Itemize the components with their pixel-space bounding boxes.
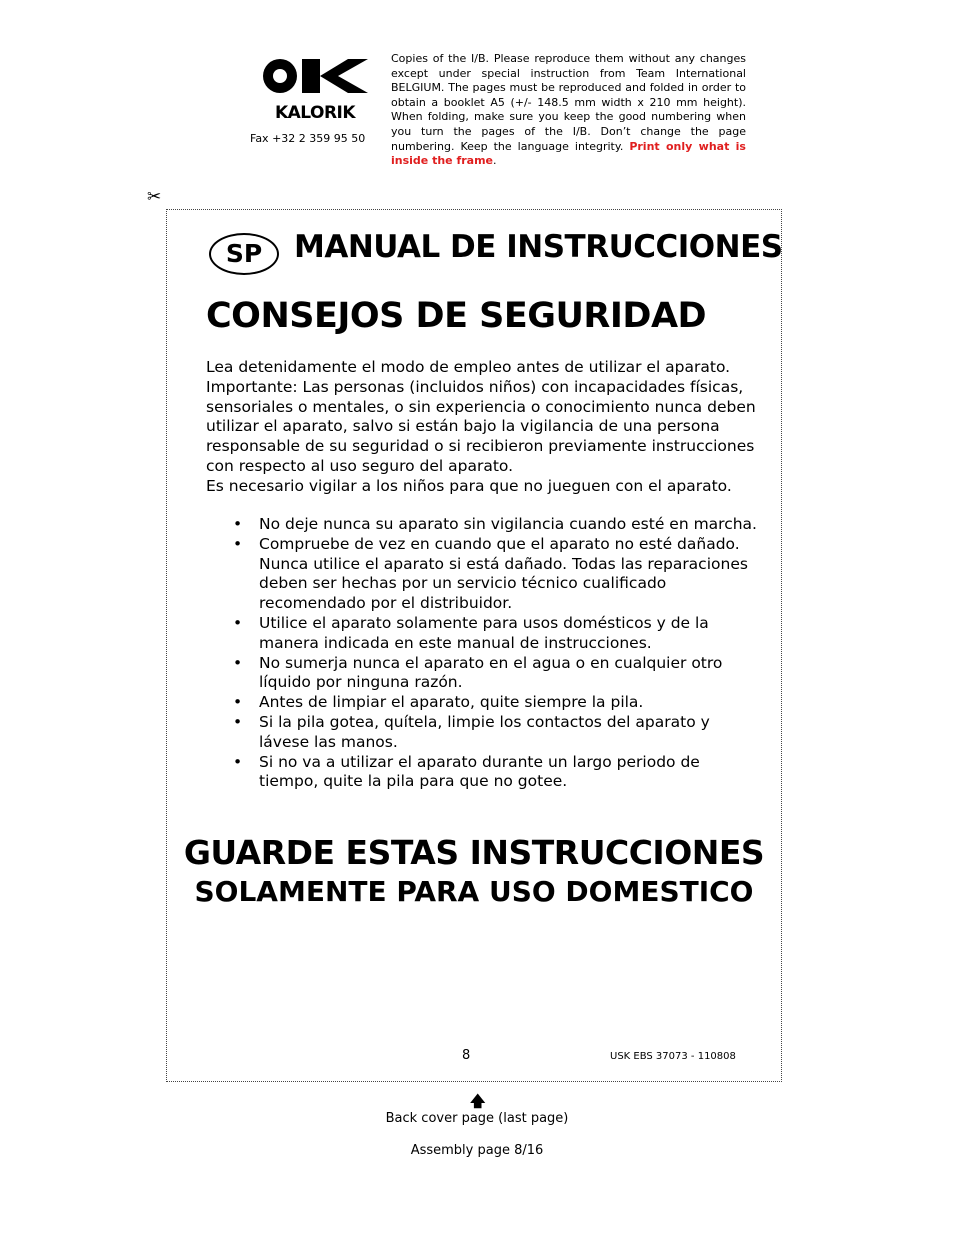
- list-item-text: Antes de limpiar el aparato, quite siempre la pila.: [259, 693, 644, 712]
- kalorik-logo: [262, 54, 368, 122]
- list-item: [206, 614, 762, 654]
- bullet-icon: •: [233, 515, 243, 533]
- model-code: USK EBS 37073 - 110808: [610, 1051, 736, 1062]
- bullet-icon: •: [233, 534, 243, 553]
- language-badge: SP: [209, 233, 279, 275]
- list-item: [206, 535, 762, 614]
- bullet-icon: •: [233, 752, 243, 771]
- domestic-use-title: SOLAMENTE PARA USO DOMESTICO: [194, 875, 754, 908]
- arrow-up-icon: 🡅: [470, 1092, 486, 1110]
- notice-end: .: [493, 154, 497, 168]
- list-item-text: Utilice el aparato solamente para usos domésticos y de la manera indicada en este manual de instrucciones.: [259, 613, 709, 652]
- notice-text: Copies of the I/B. Please reproduce them without any changes except under special instruction from Team International BELGIUM. The pages must be reproduced and folded in order to obtain a booklet A5 (+/- 148.5 mm width x 210 mm height). When folding, make sure you keep the good numbering when you turn the pages of the I/B. Don’t change the page numbering. Keep the language integrity.: [391, 52, 746, 153]
- list-item: [206, 753, 762, 793]
- list-item-text: No sumerja nunca el aparato en el agua o en cualquier otro líquido por ninguna razón.: [259, 653, 723, 692]
- list-item-text: Si no va a utilizar el aparato durante un largo periodo de tiempo, quite la pila para que no gotee.: [259, 752, 700, 791]
- fax-number: Fax +32 2 359 95 50: [250, 132, 366, 145]
- list-item: [206, 693, 762, 713]
- safety-list: [206, 515, 762, 792]
- page-number: 8: [462, 1048, 471, 1063]
- back-cover-label: Back cover page (last page): [385, 1111, 569, 1126]
- notice-highlight: Print only what is inside the frame: [391, 139, 746, 168]
- reproduction-notice: [391, 52, 746, 169]
- bullet-icon: •: [233, 653, 243, 672]
- list-item-text: No deje nunca su aparato sin vigilancia cuando esté en marcha.: [259, 515, 757, 533]
- keep-instructions-title: GUARDE ESTAS INSTRUCCIONES: [183, 833, 765, 872]
- scissors-icon: ✂: [147, 187, 162, 207]
- intro-line-2: Es necesario vigilar a los niños para que no jueguen con el aparato.: [206, 476, 732, 495]
- manual-title: MANUAL DE INSTRUCCIONES: [294, 229, 783, 265]
- svg-text:KALORIK: KALORIK: [274, 103, 356, 122]
- bullet-icon: •: [233, 712, 243, 731]
- list-item: [206, 515, 762, 535]
- list-item-text: Compruebe de vez en cuando que el aparato no esté dañado. Nunca utilice el aparato si está dañado. Todas las reparaciones deben ser hechas por un servicio técnico cualificado recomendado por el distribuidor.: [259, 534, 748, 613]
- bullet-icon: •: [233, 613, 243, 632]
- section-title: CONSEJOS DE SEGURIDAD: [206, 296, 707, 336]
- list-item: [206, 713, 762, 753]
- intro-text: [206, 358, 762, 497]
- list-item: [206, 654, 762, 694]
- bullet-icon: •: [233, 693, 243, 712]
- intro-paragraph: Lea detenidamente el modo de empleo antes de utilizar el aparato. Importante: Las personas (incluidos niños) con incapacidades físicas, sensoriales o mentales, o sin experiencia o conocimiento nunca deben utilizar el aparato, salvo si están bajo la vigilancia de una persona responsable de su seguridad o si recibieron previamente instrucciones con respecto al uso seguro del aparato.: [206, 358, 756, 475]
- assembly-page-label: Assembly page 8/16: [410, 1143, 544, 1158]
- list-item-text: Si la pila gotea, quítela, limpie los contactos del aparato y lávese las manos.: [259, 712, 710, 751]
